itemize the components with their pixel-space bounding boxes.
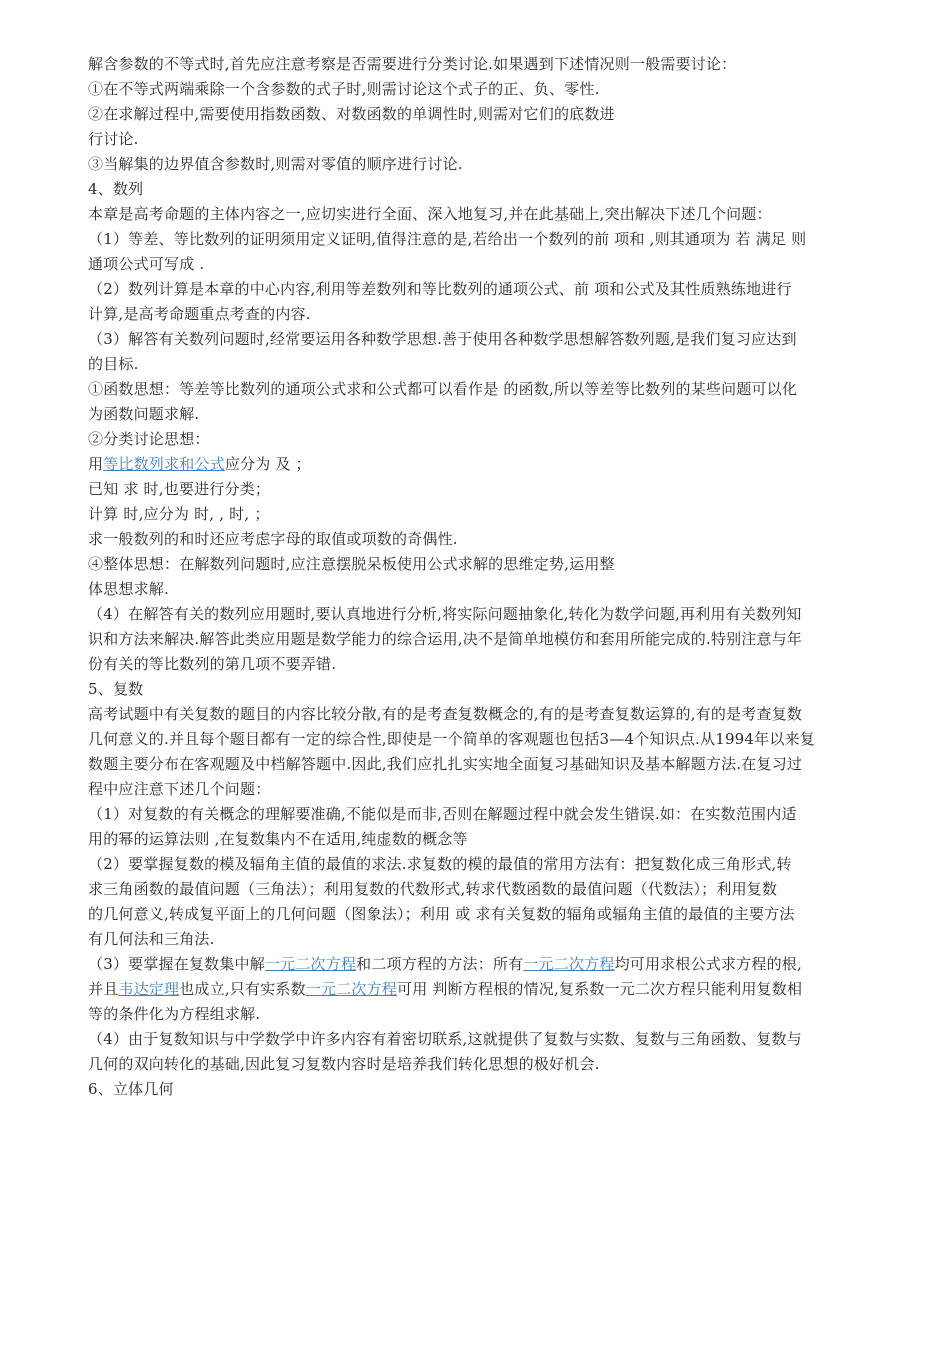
text-line: 本章是高考命题的主体内容之一,应切实进行全面、深入地复习,并在此基础上,突出解决下述几个问题： [88, 205, 772, 223]
text-line: 几何意义的.并且每个题目都有一定的综合性,即使是一个简单的客观题也包括3—4个知识点.从1994年以来复 [88, 730, 815, 748]
section-heading-complex-numbers: 5、复数 [88, 680, 144, 698]
text-line: 求三角函数的最值问题（三角法）；利用复数的代数形式,转求代数函数的最值问题（代数法）；利用复数 [88, 880, 778, 898]
text-line: ②分类讨论思想： [88, 430, 210, 448]
text-segment: 应分为 及 ； [224, 455, 311, 473]
text-segment: 均可用求根公式求方程的根, [614, 955, 802, 973]
text-line: 几何的双向转化的基础,因此复习复数内容时是培养我们转化思想的极好机会. [88, 1055, 600, 1073]
text-line: （4）在解答有关的数列应用题时,要认真地进行分析,将实际问题抽象化,转化为数学问题,再利用有关数列知 [88, 605, 802, 623]
text-line: 为函数问题求解. [88, 405, 200, 423]
text-segment: 可用 判断方程根的情况,复系数一元二次方程只能利用复数相 [397, 980, 803, 998]
text-line: 等的条件化为方程组求解. [88, 1005, 261, 1023]
link-geometric-sum-formula[interactable]: 等比数列求和公式 [103, 455, 225, 473]
text-line: 已知 求 时,也要进行分类； [88, 480, 271, 498]
text-line: 的目标. [88, 355, 139, 373]
text-line: （3）解答有关数列问题时,经常要运用各种数学思想.善于使用各种数学思想解答数列题,是我们复习应达到 [88, 330, 797, 348]
text-line: （2）数列计算是本章的中心内容,利用等差数列和等比数列的通项公式、前 项和公式及其性质熟练地进行 [88, 280, 792, 298]
text-line: 程中应注意下述几个问题： [88, 780, 271, 798]
text-line: （1）等差、等比数列的证明须用定义证明,值得注意的是,若给出一个数列的前 项和 ,则其通项为 若 满足 则 [88, 230, 807, 248]
text-segment: （3）要掌握在复数集中解 [88, 955, 265, 973]
text-line: （4）由于复数知识与中学数学中许多内容有着密切联系,这就提供了复数与实数、复数与三角函数、复数与 [88, 1030, 802, 1048]
link-quadratic-equation[interactable]: 一元二次方程 [305, 980, 397, 998]
section-heading-solid-geometry: 6、立体几何 [88, 1080, 174, 1098]
text-line-with-links [88, 977, 864, 1002]
text-line: 求一般数列的和时还应考虑字母的取值或项数的奇偶性. [88, 530, 458, 548]
text-line: （1）对复数的有关概念的理解要准确,不能似是而非,否则在解题过程中就会发生错误.如：在实数范围内适 [88, 805, 797, 823]
text-line: ①函数思想：等差等比数列的通项公式求和公式都可以看作是 的函数,所以等差等比数列的某些问题可以化 [88, 380, 798, 398]
text-line-with-link [88, 452, 864, 477]
text-line: 计算,是高考命题重点考查的内容. [88, 305, 311, 323]
text-segment: 和二项方程的方法：所有 [356, 955, 524, 973]
text-line: 用的幂的运算法则 ,在复数集内不在适用,纯虚数的概念等 [88, 830, 468, 848]
text-segment: 并且 [88, 980, 119, 998]
text-line: 数题主要分布在客观题及中档解答题中.因此,我们应扎扎实实地全面复习基础知识及基本解题方法.在复习过 [88, 755, 803, 773]
text-line: ①在不等式两端乘除一个含参数的式子时,则需讨论这个式子的正、负、零性. [88, 80, 600, 98]
text-line-with-links [88, 952, 864, 977]
text-line: 体思想求解. [88, 580, 169, 598]
text-line: 行讨论. [88, 130, 139, 148]
text-line: 的几何意义,转成复平面上的几何问题（图象法）；利用 或 求有关复数的辐角或辐角主值的最值的主要方法 [88, 905, 795, 923]
text-line: 有几何法和三角法. [88, 930, 215, 948]
text-line: 计算 时,应分为 时, , 时, ； [88, 505, 270, 523]
text-line: ③当解集的边界值含参数时,则需对零值的顺序进行讨论. [88, 155, 463, 173]
text-line: 识和方法来解决.解答此类应用题是数学能力的综合运用,决不是简单地模仿和套用所能完成的.特别注意与年 [88, 630, 803, 648]
section-heading-sequences: 4、数列 [88, 180, 144, 198]
link-quadratic-equation[interactable]: 一元二次方程 [523, 955, 615, 973]
text-line: 解含参数的不等式时,首先应注意考察是否需要进行分类讨论.如果遇到下述情况则一般需要讨论： [88, 55, 737, 73]
text-line: ②在求解过程中,需要使用指数函数、对数函数的单调性时,则需对它们的底数进 [88, 105, 615, 123]
document-page [88, 52, 864, 1102]
text-line: ④整体思想：在解数列问题时,应注意摆脱呆板使用公式求解的思维定势,运用整 [88, 555, 615, 573]
text-segment: 用 [88, 455, 104, 473]
text-line: 高考试题中有关复数的题目的内容比较分散,有的是考查复数概念的,有的是考查复数运算的,有的是考查复数 [88, 705, 803, 723]
text-line: （2）要掌握复数的模及辐角主值的最值的求法.求复数的模的最值的常用方法有：把复数化成三角形式,转 [88, 855, 792, 873]
text-line: 份有关的等比数列的第几项不要弄错. [88, 655, 337, 673]
text-line: 通项公式可写成 . [88, 255, 205, 273]
link-vieta-theorem[interactable]: 韦达定理 [118, 980, 180, 998]
text-segment: 也成立,只有实系数 [179, 980, 306, 998]
link-quadratic-equation[interactable]: 一元二次方程 [264, 955, 357, 973]
